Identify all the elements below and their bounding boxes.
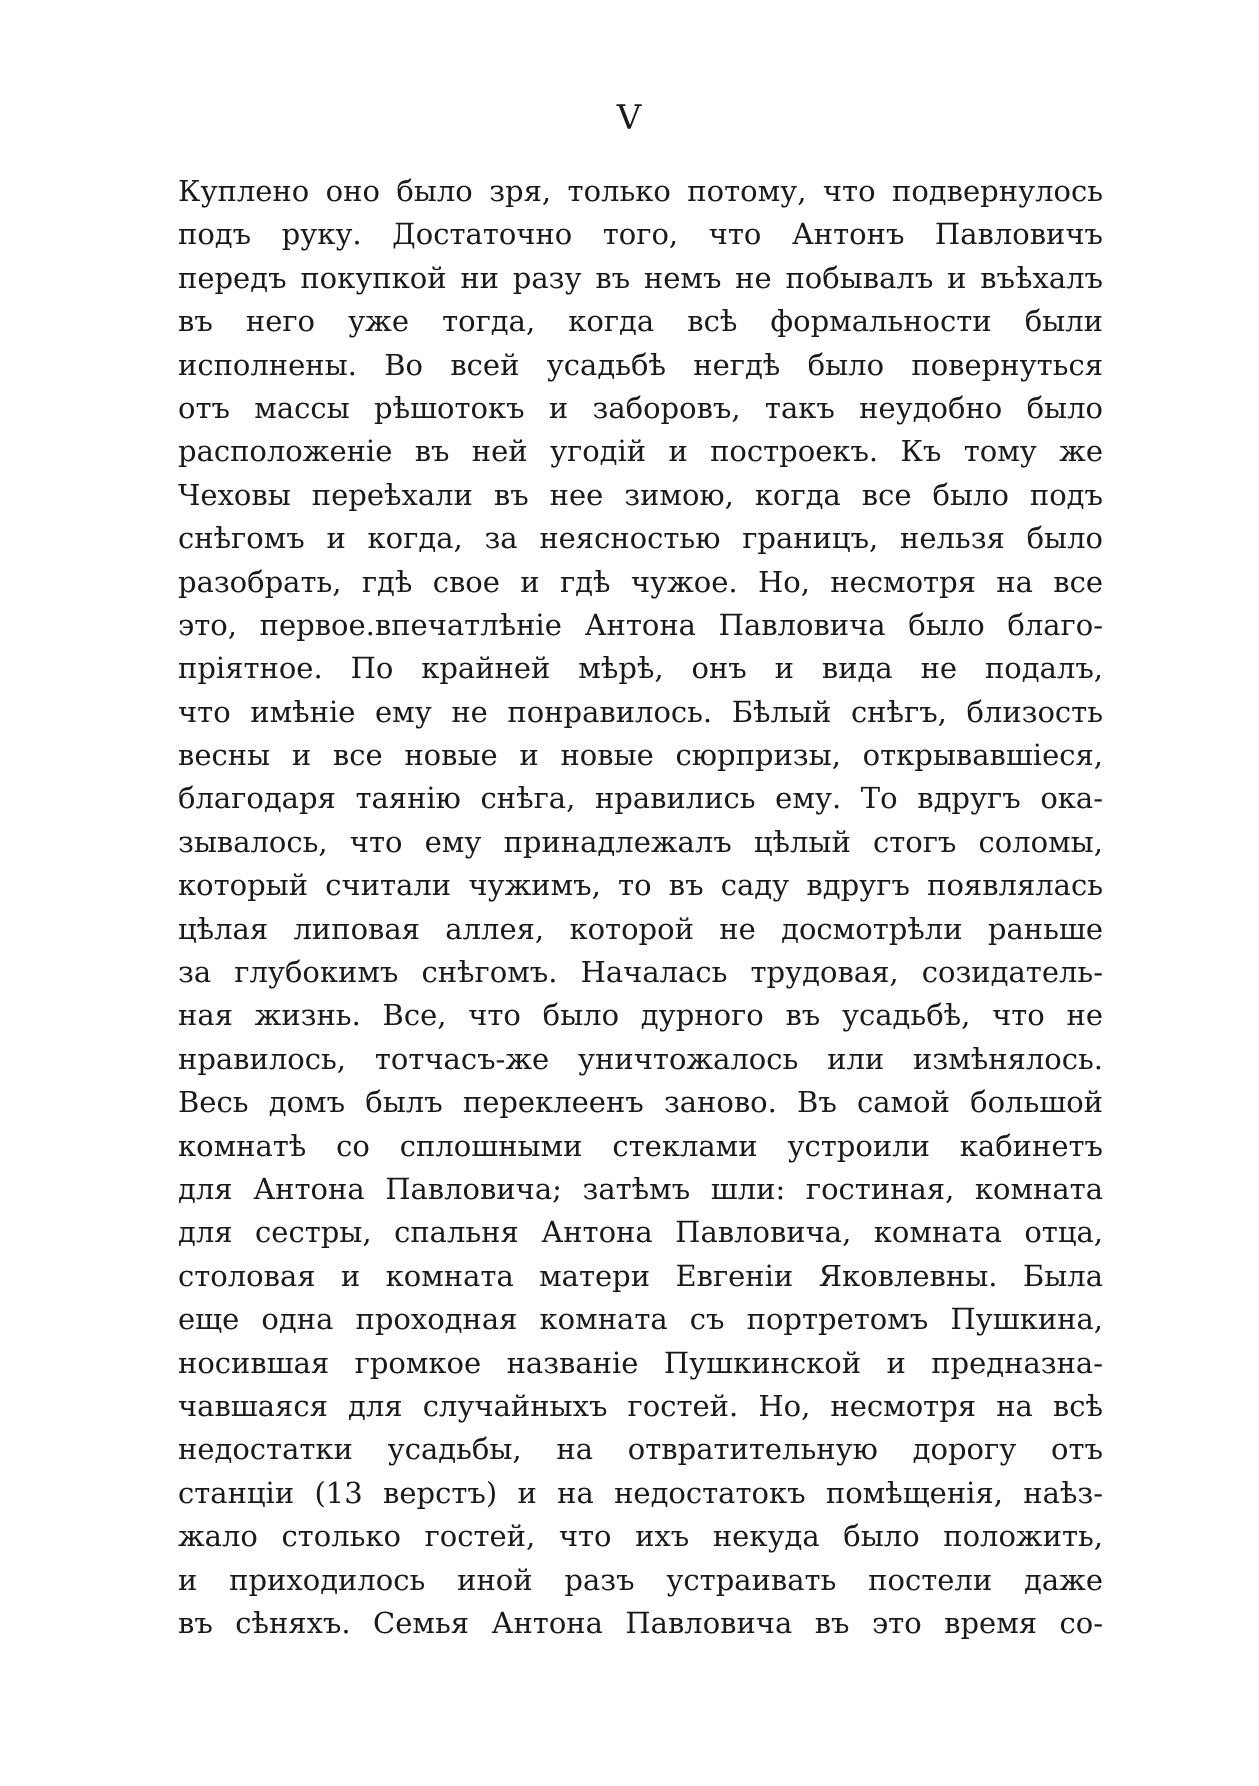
text-line: подъ руку. Достаточно того, что Антонъ Павловичъ — [178, 217, 1103, 252]
text-line: жало столько гостей, что ихъ некуда было положить, — [178, 1519, 1103, 1554]
text-line: передъ покупкой ни разу въ немъ не побывалъ и въѣхалъ — [178, 260, 1103, 295]
text-line: разобрать, гдѣ свое и гдѣ чужое. Но, несмотря на все — [178, 564, 1103, 599]
text-line: снѣгомъ и когда, за неясностью границъ, нельзя было — [178, 521, 1103, 556]
text-line: ная жизнь. Все, что было дурного въ усадьбѣ, что не — [178, 998, 1103, 1033]
text-line: и приходилось иной разъ устраивать постели даже — [178, 1562, 1103, 1597]
text-line: расположенiе въ ней угодiй и построекъ. Къ тому же — [178, 434, 1103, 469]
text-line: Куплено оно было зря, только потому, что подвернулось — [178, 174, 1103, 208]
body-text — [178, 170, 1103, 1645]
text-line: для Антона Павловича; затѣмъ шли: гостиная, комната — [178, 1171, 1103, 1206]
text-line: благодаря таянiю снѣга, нравились ему. То вдругъ ока- — [178, 781, 1103, 816]
text-line: станцiи (13 верстъ) и на недостатокъ помѣщенiя, наѣз- — [178, 1475, 1103, 1510]
text-line: это, первое.впечатлѣнiе Антона Павловича было благо- — [178, 607, 1103, 642]
text-line: столовая и комната матери Евгенiи Яковлевны. Была — [178, 1258, 1103, 1293]
text-line: прiятное. По крайней мѣрѣ, онъ и вида не подалъ, — [178, 651, 1103, 686]
text-line: еще одна проходная комната съ портретомъ Пушкина, — [178, 1302, 1103, 1337]
text-line: чавшаяся для случайныхъ гостей. Но, несмотря на всѣ — [178, 1388, 1103, 1423]
text-line: за глубокимъ снѣгомъ. Началась трудовая, созидатель- — [178, 955, 1103, 990]
text-line: исполнены. Во всей усадьбѣ негдѣ было повернуться — [178, 347, 1103, 382]
text-line: Чеховы переѣхали въ нее зимою, когда все было подъ — [178, 477, 1103, 512]
text-line: цѣлая липовая аллея, которой не досмотрѣли раньше — [178, 911, 1103, 946]
text-line: недостатки усадьбы, на отвратительную дорогу отъ — [178, 1432, 1103, 1467]
text-line: что имѣнiе ему не понравилось. Бѣлый снѣгъ, близость — [178, 694, 1103, 729]
text-line: въ него уже тогда, когда всѣ формальности были — [178, 304, 1103, 339]
text-line: отъ массы рѣшотокъ и заборовъ, такъ неудобно было — [178, 390, 1103, 425]
text-line: Весь домъ былъ переклеенъ заново. Въ самой большой — [178, 1085, 1103, 1120]
text-line: нравилось, тотчасъ-же уничтожалось или измѣнялось. — [178, 1041, 1103, 1076]
text-line: зывалось, что ему принадлежалъ цѣлый стогъ соломы, — [178, 824, 1103, 859]
text-line: носившая громкое названiе Пушкинской и предназна- — [178, 1345, 1103, 1380]
page-number: V — [616, 98, 643, 138]
text-line: весны и все новые и новые сюрпризы, открывавшiеся, — [178, 738, 1103, 773]
text-line: въ сѣняхъ. Семья Антона Павловича въ это время со- — [178, 1605, 1103, 1640]
text-line: который считали чужимъ, то въ саду вдругъ появлялась — [178, 868, 1103, 903]
text-line: для сестры, спальня Антона Павловича, комната отца, — [178, 1215, 1103, 1250]
text-line: комнатѣ со сплошными стеклами устроили кабинетъ — [178, 1128, 1103, 1163]
